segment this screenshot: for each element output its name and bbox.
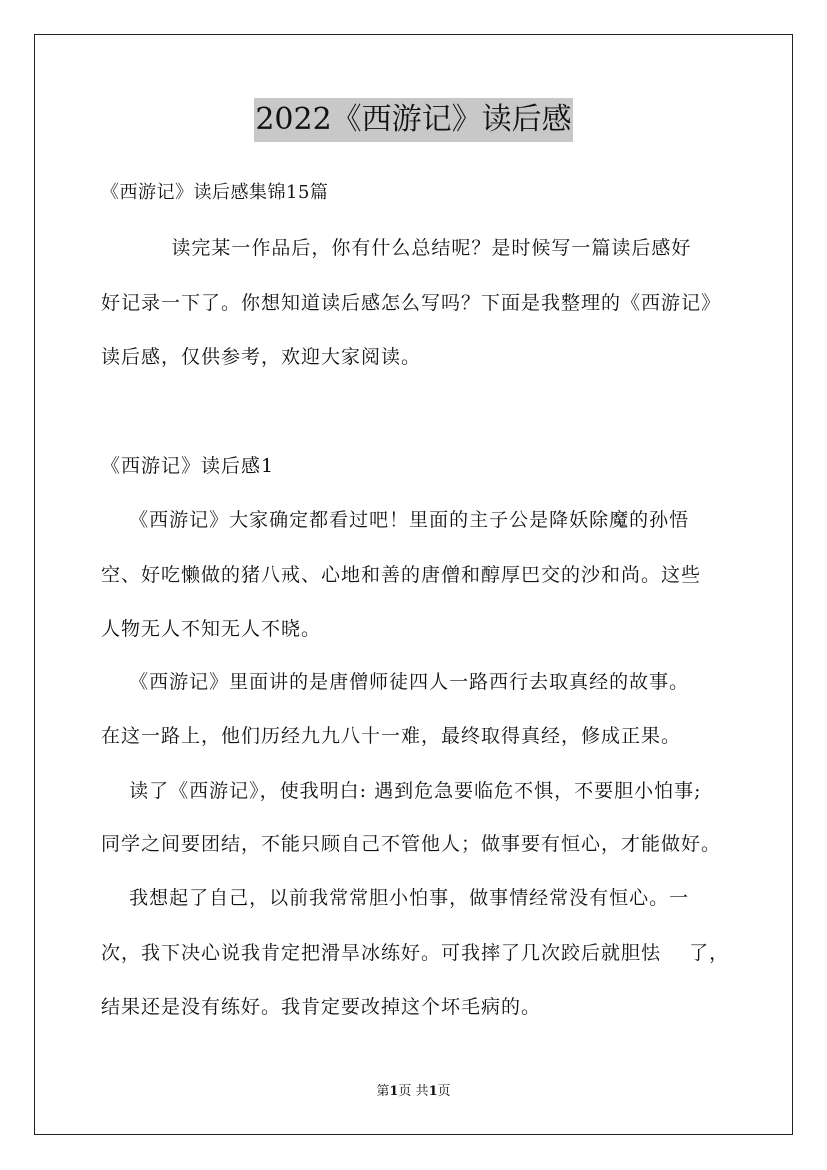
- footer-page-number: 1: [389, 1084, 399, 1099]
- body-line: 《西游记》里面讲的是唐僧师徒四人一路西行去取真经的故事。: [101, 671, 690, 693]
- page-footer: [0, 1084, 827, 1100]
- intro-line: 好记录一下了。你想知道读后感怎么写吗？下面是我整理的《西游记》: [101, 292, 722, 314]
- body-line: 次，我下决心说我肯定把滑旱冰练好。可我摔了几次跤后就胆怯 了，: [101, 942, 730, 964]
- body-line: 我想起了自己，以前我常常胆小怕事，做事情经常没有恒心。一: [101, 887, 690, 909]
- footer-page-prefix: 第: [376, 1084, 390, 1099]
- intro-line: 读完某一作品后，你有什么总结呢？是时候写一篇读后感好: [101, 237, 692, 259]
- body-line: 读了《西游记》，使我明白: 遇到危急要临危不惧，不要胆小怕事;: [101, 780, 702, 802]
- body-line: 同学之间要团结，不能只顾自己不管他人；做事要有恒心，才能做好。: [101, 833, 722, 855]
- body-line: 在这一路上，他们历经九九八十一难，最终取得真经，修成正果。: [101, 725, 682, 747]
- section-heading: 《西游记》读后感1: [101, 455, 275, 477]
- footer-page-mid: 页 共: [398, 1084, 429, 1099]
- body-line: 结果还是没有练好。我肯定要改掉这个坏毛病的。: [101, 996, 542, 1018]
- body-line: 人物无人不知无人不晓。: [101, 618, 322, 640]
- document-title: 2022《西游记》读后感: [254, 98, 572, 142]
- intro-line: 读后感，仅供参考，欢迎大家阅读。: [101, 346, 422, 368]
- body-line: 空、好吃懒做的猪八戒、心地和善的唐僧和醇厚巴交的沙和尚。这些: [101, 564, 702, 586]
- footer-page-suffix: 页: [437, 1084, 451, 1099]
- body-line: 《西游记》大家确定都看过吧！里面的主子公是降妖除魔的孙悟: [101, 509, 690, 531]
- document-subtitle: 《西游记》读后感集锦15篇: [101, 182, 329, 203]
- footer-page-total: 1: [428, 1084, 438, 1099]
- title-container: [0, 98, 827, 142]
